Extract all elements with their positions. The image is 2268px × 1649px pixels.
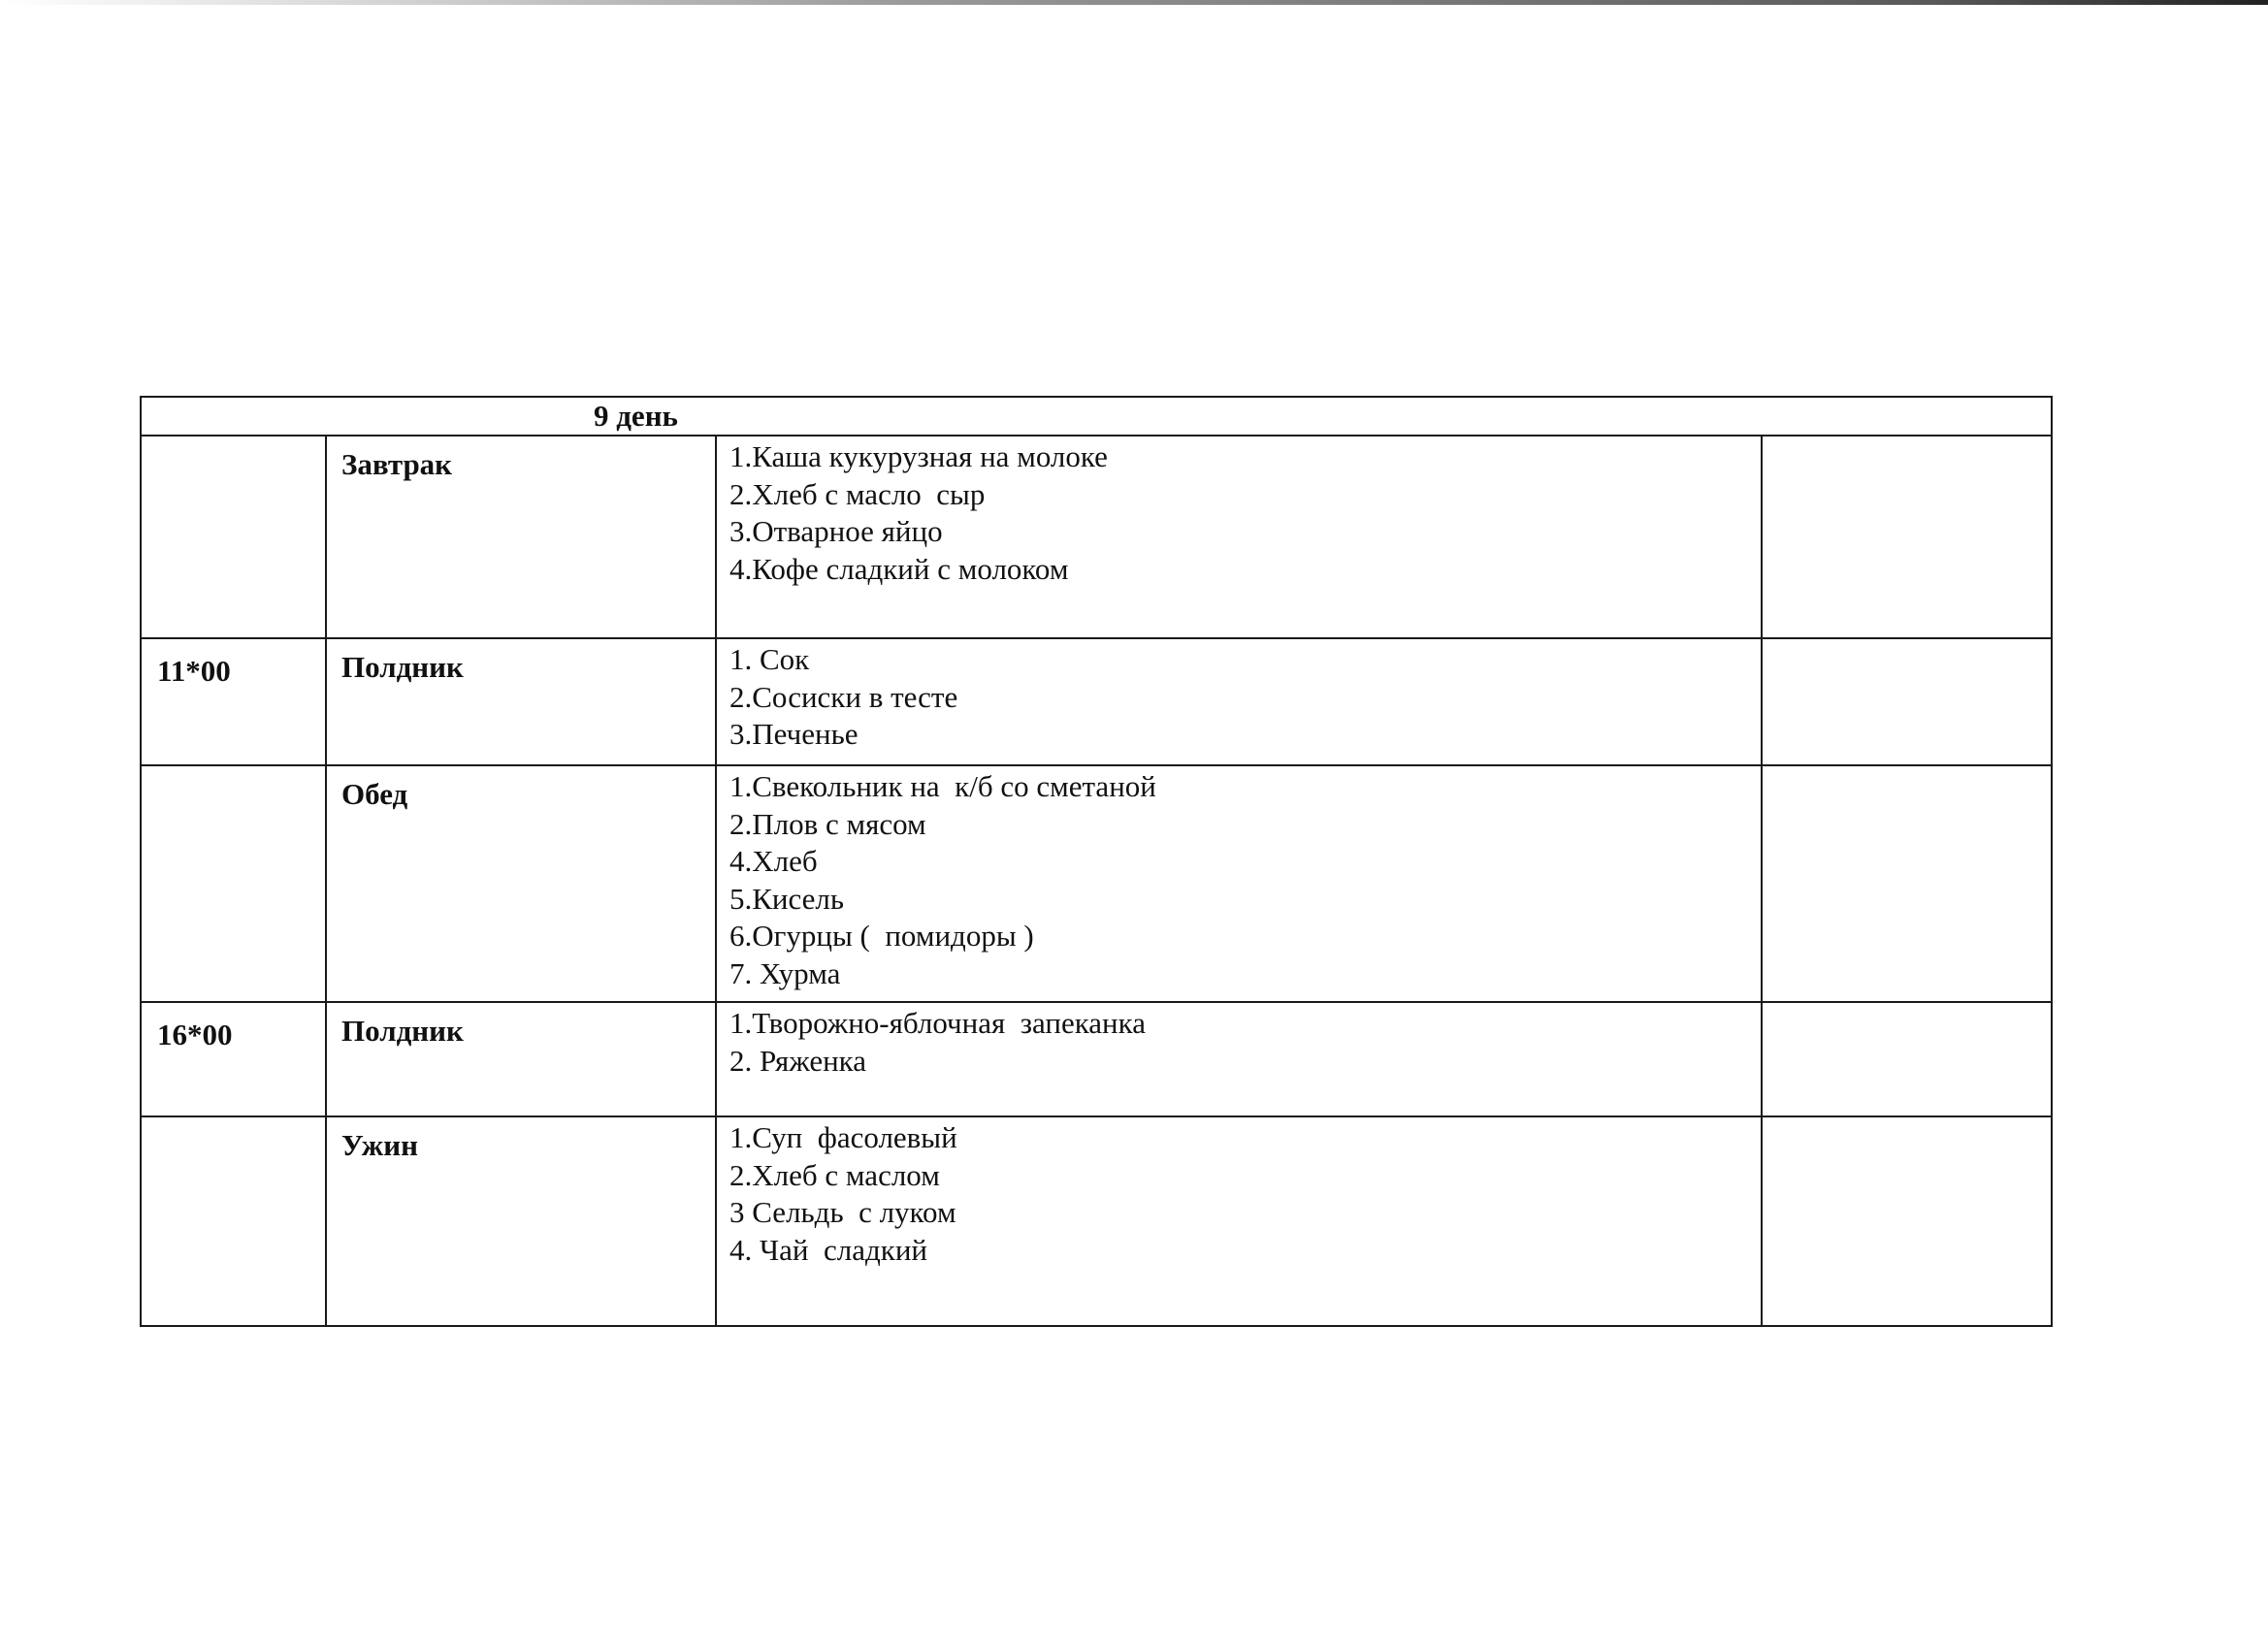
empty-cell [1762, 1116, 2052, 1326]
empty-cell [1762, 765, 2052, 1002]
meal-items [716, 638, 1762, 765]
meal-items [716, 1002, 1762, 1116]
menu-item: 3.Отварное яйцо [729, 514, 943, 548]
menu-item: 3 Сельдь с луком [729, 1195, 956, 1229]
table-row [141, 436, 2052, 638]
empty-cell [1762, 638, 2052, 765]
scan-edge [0, 0, 2268, 5]
menu-item: 3.Печенье [729, 717, 859, 751]
empty-cell [1762, 436, 2052, 638]
meal-time [141, 436, 326, 638]
title-row [141, 397, 2052, 436]
meal-name: Полдник [326, 638, 716, 765]
menu-item: 4.Хлеб [729, 844, 818, 878]
meal-name: Полдник [326, 1002, 716, 1116]
menu-item: 4.Кофе сладкий с молоком [729, 551, 1069, 586]
menu-item: 1. Сок [729, 642, 810, 676]
empty-cell [1762, 1002, 2052, 1116]
menu-item: 1.Свекольник на к/б со сметаной [729, 769, 1156, 803]
menu-item: 4. Чай сладкий [729, 1232, 927, 1267]
menu-item: 6.Огурцы ( помидоры ) [729, 919, 1034, 953]
day-title: 9 день [141, 397, 2052, 436]
meal-time: 16*00 [141, 1002, 326, 1116]
meal-time [141, 1116, 326, 1326]
menu-item: 5.Кисель [729, 881, 845, 916]
table-row [141, 1002, 2052, 1116]
meal-name: Ужин [326, 1116, 716, 1326]
menu-item: 1.Каша кукурузная на молоке [729, 439, 1108, 473]
table-row [141, 1116, 2052, 1326]
meal-items [716, 1116, 1762, 1326]
menu-table [140, 396, 2053, 1327]
meal-items [716, 765, 1762, 1002]
meal-name: Обед [326, 765, 716, 1002]
table-row [141, 765, 2052, 1002]
meal-items [716, 436, 1762, 638]
menu-item: 2.Хлеб с масло сыр [729, 476, 986, 511]
meal-time: 11*00 [141, 638, 326, 765]
table-row [141, 638, 2052, 765]
menu-item: 2.Хлеб с маслом [729, 1157, 940, 1192]
menu-item: 2.Сосиски в тесте [729, 679, 958, 714]
menu-item: 7. Хурма [729, 955, 841, 990]
meal-name: Завтрак [326, 436, 716, 638]
menu-item: 1.Суп фасолевый [729, 1120, 957, 1154]
menu-item: 2. Ряженка [729, 1043, 867, 1078]
meal-time [141, 765, 326, 1002]
menu-item: 2.Плов с мясом [729, 806, 926, 841]
menu-item: 1.Творожно-яблочная запеканка [729, 1006, 1146, 1040]
